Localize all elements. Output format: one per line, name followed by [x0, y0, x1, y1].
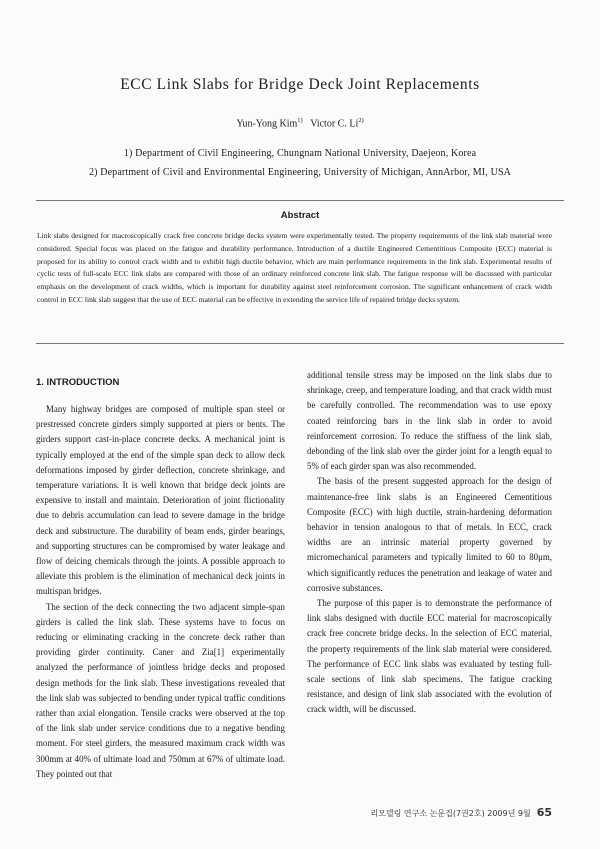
affiliation: 2) Department of Civil and Environmental Engineering, University of Michigan, AnnArbor, MI, USA [88, 167, 512, 178]
author-name: Yun-Yong Kim [236, 118, 298, 130]
page-footer [370, 806, 552, 819]
abstract-heading: Abstract [280, 210, 320, 221]
affiliation: 1) Department of Civil Engineering, Chungnam National University, Daejeon, Korea [123, 148, 477, 159]
divider [36, 200, 564, 201]
body-paragraph: additional tensile stress may be imposed on the link slabs due to shrinkage, creep, and temperature loading, and that crack width must be carefully controlled. The recommendation was to use epoxy coated reinforcing bars in the link slab in order to avoid reinforcement corrosion. To reduce the stiffness of the link slab, debonding of the link slab over the girder joint for a length equal to 5% of each girder span was also recommended. [307, 370, 552, 472]
author-mark: 2) [358, 117, 364, 124]
section-heading: 1. INTRODUCTION [36, 377, 120, 388]
author-name: Victor C. Li [310, 118, 359, 130]
left-column [36, 402, 285, 782]
author-mark: 1) [297, 117, 303, 124]
body-paragraph: Many highway bridges are composed of multiple span steel or prestressed concrete girders simply supported at piers or bents. The girders support cast-in-place concrete decks. A mechanical joint is typically employed at the end of the simple span deck to allow deck deformations imposed by girder deflection, concrete shrinkage, and temperature variations. It is well known that bridge deck joints are expensive to install and maintain. Deterioration of joint flictionality due to debris accumulation can lead to severe damage in the bridge deck and substructure. The durability of beam ends, girder bearings, and supporting structures can be compromised by water leakage and flow of deicing chemicals through the joints. A possible approach to alleviate this problem is the elimination of mechanical deck joints in multispan bridges. [36, 404, 285, 597]
journal-info: 리모델링 연구소 논문집(7권2호) 2009년 9월 [370, 809, 531, 818]
abstract-text: Link slabs designed for macroscopically crack free concrete bridge decks system were experimentally tested. The property requirements of the link slab material were considered. Special focus was placed on the fatigue and durability performance. Introduction of a ductile Engineered Cementitious Composite (ECC) material is proposed for its ability to control crack width and to exhibit high ductile behavior, which are main performance requirements in the link slab. Experimental results of cyclic tests of full-scale ECC link slabs are compared with those of an ordinary reinforced concrete link slab. The fatigue response will be discussed with particular emphasis on the development of crack widths, which is important for durability against steel reinforcement corrosion. The significant enhancement of crack width control in ECC link slab suggest that the use of ECC material can be effective in extending the service life of repaired bridge decks system. [37, 231, 552, 304]
right-column [307, 368, 552, 718]
page-number: 65 [536, 806, 552, 819]
body-paragraph: The purpose of this paper is to demonstrate the performance of link slabs designed with ductile ECC material for macroscopically crack free concrete bridge decks. In the selection of ECC material, the property requirements of the link slab material were considered. The performance of ECC link slabs was evaluated by testing full-scale sections of link slab specimens. The fatigue cracking resistance, and design of link slab associated with the evolution of crack width, will be discussed. [307, 598, 552, 715]
divider [36, 343, 564, 344]
author-line [0, 117, 600, 129]
paper-title: ECC Link Slabs for Bridge Deck Joint Replacements [120, 76, 480, 93]
body-paragraph: The basis of the present suggested approach for the design of maintenance-free link slabs is an Engineered Cementitious Composite (ECC) with high ductile, strain-hardening deformation behavior in tension analogous to that of metals. In ECC, crack widths are an intrinsic material property governed by micromechanical parameters and typically limited to 60 to 80μm, which significantly reduces the penetration and leakage of water and corrosive substances. [307, 476, 552, 593]
body-paragraph: The section of the deck connecting the two adjacent simple-span girders is called the link slab. These systems have to focus on reducing or eliminating cracking in the concrete deck rather than providing girder continuity. Caner and Zia[1] experimentally analyzed the performance of jointless bridge decks and proposed design methods for the link slab. These investigations revealed that the link slab was subjected to bending under typical traffic conditions rather than axial elongation. Tensile cracks were observed at the top of the link slab under service conditions due to a negative bending moment. For steel girders, the measured maximum crack width was 300mm at 40% of ultimate load and 750mm at 67% of ultimate load. They pointed out that [36, 601, 285, 779]
